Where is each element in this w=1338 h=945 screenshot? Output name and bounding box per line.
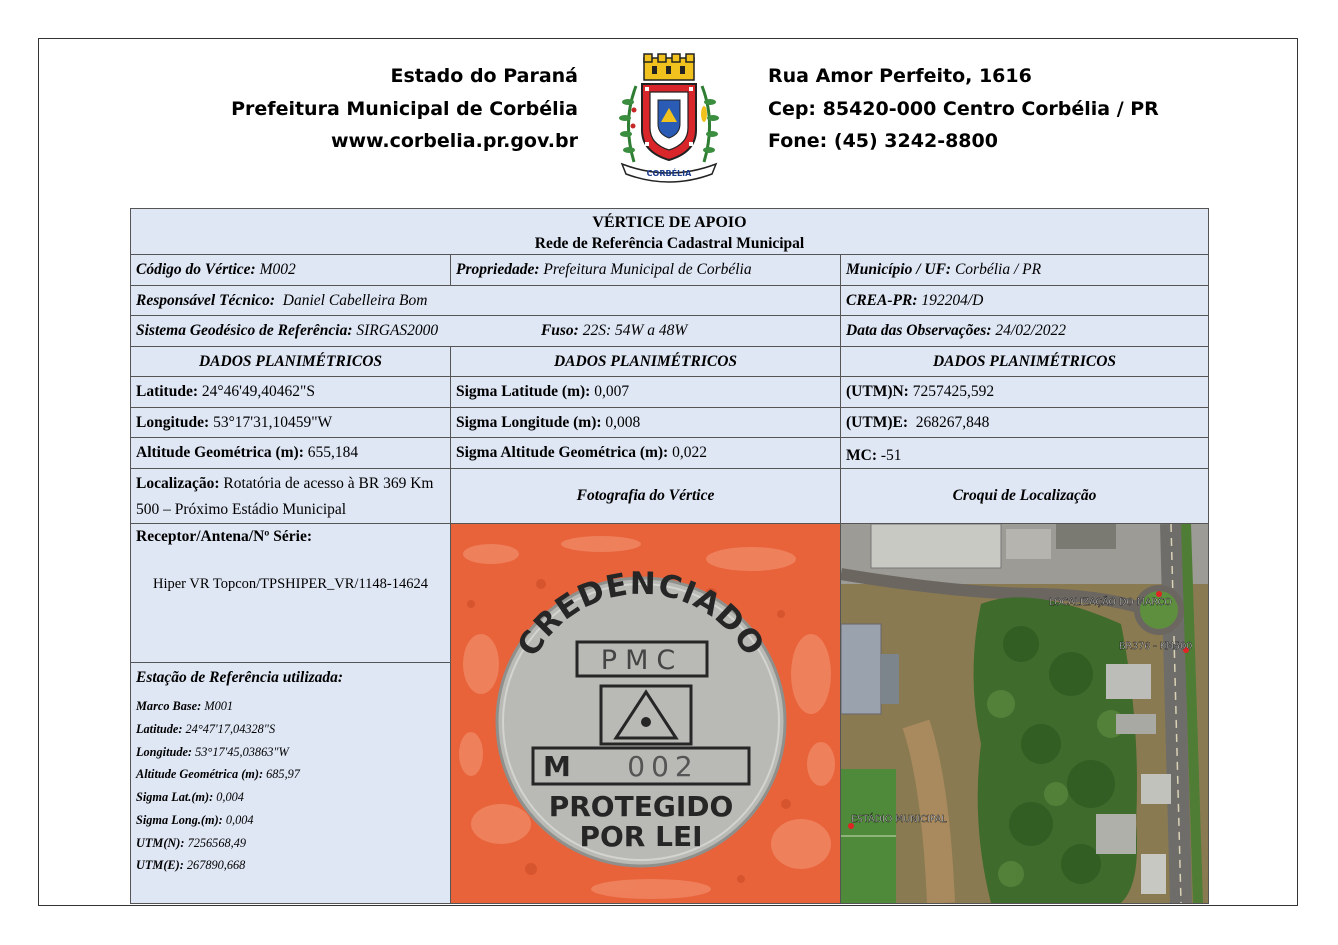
sigma-lon-cell: Sigma Longitude (m): 0,008 xyxy=(451,408,841,438)
station-row: Marco Base: M001 xyxy=(136,699,234,714)
header-address: Rua Amor Perfeito, 1616 xyxy=(768,65,1032,87)
sigma-alt-cell: Sigma Altitude Geométrica (m): 0,022 xyxy=(451,438,841,469)
station-header: Estação de Referência utilizada: xyxy=(136,669,344,687)
longitude-cell: Longitude: 53°17'31,10459"W xyxy=(131,408,451,438)
header-prefecture: Prefeitura Municipal de Corbélia xyxy=(231,97,578,120)
codigo-cell: Código do Vértice: M002 xyxy=(131,255,451,286)
crest-label: CORBÉLIA xyxy=(646,169,692,178)
aerial-map xyxy=(841,524,1208,903)
table-title xyxy=(131,209,1209,255)
station-row: Sigma Long.(m): 0,004 xyxy=(136,812,254,827)
sistema-cell: Sistema Geodésico de Referência: SIRGAS2000 Fuso: 22S: 54W a 48W xyxy=(131,316,841,347)
latitude-cell: Latitude: 24°46'49,40462"S xyxy=(131,377,451,408)
altitude-cell: Altitude Geométrica (m): 655,184 xyxy=(131,438,451,469)
receptor-cell xyxy=(131,524,451,663)
receptor-label: Receptor/Antena/Nº Série: xyxy=(136,528,312,545)
disc-box1-text: PMC xyxy=(600,645,684,676)
vertex-photo xyxy=(451,524,840,903)
station-row: Sigma Lat.(m): 0,004 xyxy=(136,790,244,805)
utm-e-cell: (UTM)E: 268267,848 xyxy=(841,408,1209,438)
photo-cell xyxy=(451,524,841,904)
station-row: Altitude Geométrica (m): 685,97 xyxy=(136,767,300,782)
disc-top-textpath: CREDENCIADO xyxy=(510,565,772,663)
data-obs-cell: Data das Observações: 24/02/2022 xyxy=(841,316,1209,347)
responsavel-cell: Responsável Técnico: Daniel Cabelleira Bom xyxy=(131,286,841,316)
croqui-header: Croqui de Localização xyxy=(841,469,1209,524)
map-label-br: BR376 - KM500 xyxy=(1119,641,1193,652)
title-sub: Rede de Referência Cadastral Municipal xyxy=(534,234,805,252)
sigma-lat-cell: Sigma Latitude (m): 0,007 xyxy=(451,377,841,408)
crea-cell: CREA-PR: 192204/D xyxy=(841,286,1209,316)
propriedade-cell: Propriedade: Prefeitura Municipal de Corbélia xyxy=(451,255,841,286)
map-label-estadio: ESTÁDIO MUNICIPAL xyxy=(851,814,947,825)
header-phone: Fone: (45) 3242-8800 xyxy=(768,130,998,152)
disc-bottom1: PROTEGIDO xyxy=(548,790,734,823)
coat-of-arms-icon xyxy=(608,52,730,186)
station-cell xyxy=(131,663,451,904)
disc-bottom2: POR LEI xyxy=(579,820,703,853)
map-label-marco: LOCALIZAÇÃO DO MARCO xyxy=(1049,597,1172,608)
header-cep: Cep: 85420-000 Centro Corbélia / PR xyxy=(768,97,1159,120)
section-header-1: DADOS PLANIMÉTRICOS xyxy=(131,347,451,377)
mc-cell: MC: -51 xyxy=(841,438,1209,469)
station-row: Latitude: 24°47'17,04328"S xyxy=(136,722,276,737)
station-row: UTM(E): 267890,668 xyxy=(136,858,246,873)
utm-n-cell: (UTM)N: 7257425,592 xyxy=(841,377,1209,408)
photo-header: Fotografia do Vértice xyxy=(451,469,841,524)
disc-box2-letter: M xyxy=(543,750,571,783)
receptor-value: Hiper VR Topcon/TPSHIPER_VR/1148-14624 xyxy=(152,576,429,592)
station-row: UTM(N): 7256568,49 xyxy=(136,835,246,850)
station-row: Longitude: 53°17'45,03863"W xyxy=(136,744,289,759)
section-header-2: DADOS PLANIMÉTRICOS xyxy=(451,347,841,377)
header-left xyxy=(180,60,578,158)
header-right xyxy=(768,60,1228,158)
map-cell xyxy=(841,524,1209,904)
title-main: VÉRTICE DE APOIO xyxy=(592,213,747,231)
vertex-table xyxy=(130,208,1209,904)
disc-box2-number: 002 xyxy=(627,750,699,783)
municipio-cell: Município / UF: Corbélia / PR xyxy=(841,255,1209,286)
localizacao-cell: Localização: Rotatória de acesso à BR 369 Km 500 – Próximo Estádio Municipal xyxy=(131,469,451,524)
section-header-3: DADOS PLANIMÉTRICOS xyxy=(841,347,1209,377)
header-website[interactable]: www.corbelia.pr.gov.br xyxy=(330,130,578,152)
header-state: Estado do Paraná xyxy=(390,65,578,87)
